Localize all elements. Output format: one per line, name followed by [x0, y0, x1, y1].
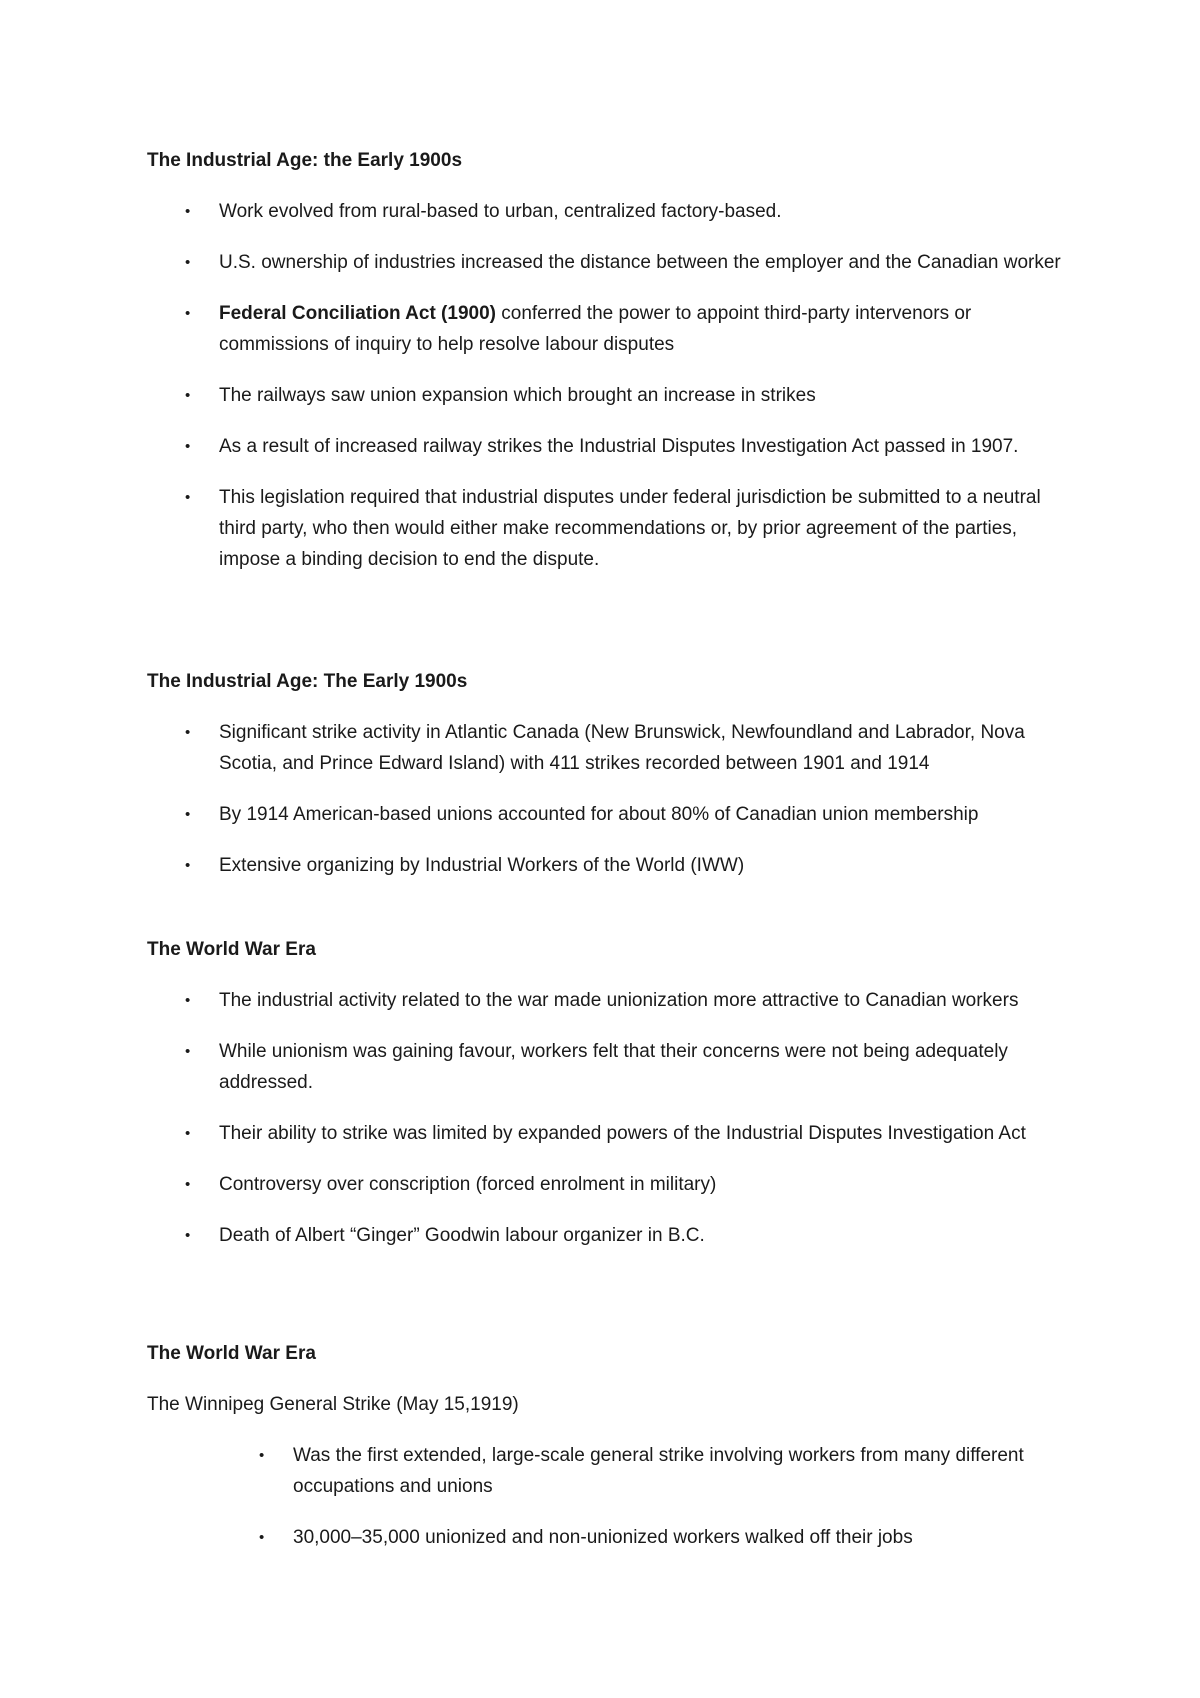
act-name-bold: Federal Conciliation Act (1900) [219, 303, 496, 324]
section-heading: The Industrial Age: The Early 1900s [147, 671, 468, 692]
list-item [147, 1522, 1077, 1553]
list-item-text: Work evolved from rural-based to urban, centralized factory-based. [219, 201, 782, 222]
list-item-text: Significant strike activity in Atlantic Canada (New Brunswick, Newfoundland and Labrador, Nova Scotia, and Prince Edward Island) with 411 strikes recorded between 1901 and 1914 [219, 722, 1025, 774]
list-item [147, 985, 1077, 1016]
bullet-icon: • [185, 806, 191, 823]
bullet-icon: • [185, 1043, 191, 1060]
bullet-list [147, 1440, 1077, 1553]
bullet-icon: • [185, 489, 191, 506]
list-item [147, 1220, 1077, 1251]
bullet-list [147, 196, 1077, 575]
bullet-icon: • [185, 857, 191, 874]
list-item-text: While unionism was gaining favour, workers felt that their concerns were not being adequately addressed. [219, 1041, 1008, 1093]
list-item-text: U.S. ownership of industries increased the distance between the employer and the Canadian worker [219, 252, 1061, 273]
list-item-text: Was the first extended, large-scale general strike involving workers from many different occupations and unions [293, 1445, 1024, 1497]
list-item-text: Extensive organizing by Industrial Workers of the World (IWW) [219, 855, 745, 876]
bullet-icon: • [185, 387, 191, 404]
list-item [147, 380, 1077, 411]
list-item-text: Controversy over conscription (forced enrolment in military) [219, 1174, 717, 1195]
bullet-icon: • [185, 1176, 191, 1193]
list-item [147, 431, 1077, 462]
bullet-icon: • [185, 203, 191, 220]
list-item [147, 298, 1077, 360]
list-item-text: As a result of increased railway strikes the Industrial Disputes Investigation Act passed in 1907. [219, 436, 1019, 457]
list-item [147, 482, 1077, 575]
list-item [147, 1169, 1077, 1200]
list-item [147, 196, 1077, 227]
bullet-icon: • [259, 1529, 265, 1546]
list-item [147, 1036, 1077, 1098]
list-item-text: By 1914 American-based unions accounted for about 80% of Canadian union membership [219, 804, 979, 825]
bullet-icon: • [185, 724, 191, 741]
list-item [147, 799, 1077, 830]
list-item-text: The industrial activity related to the war made unionization more attractive to Canadian workers [219, 990, 1019, 1011]
bullet-icon: • [185, 254, 191, 271]
section-industrial-age-2 [147, 666, 1077, 901]
list-item [147, 1440, 1077, 1502]
list-item-text: conferred the power to appoint third-party intervenors or commissions of inquiry to help resolve labour disputes [219, 303, 972, 355]
bullet-icon: • [185, 438, 191, 455]
section-subheading: The Winnipeg General Strike (May 15,1919) [147, 1394, 519, 1415]
section-heading: The Industrial Age: the Early 1900s [147, 150, 463, 171]
list-item-text: Their ability to strike was limited by expanded powers of the Industrial Disputes Investigation Act [219, 1123, 1026, 1144]
list-item [147, 717, 1077, 779]
section-world-war-2 [147, 1338, 1077, 1573]
list-item [147, 1118, 1077, 1149]
section-world-war-1 [147, 934, 1077, 1271]
bullet-icon: • [185, 992, 191, 1009]
bullet-icon: • [259, 1447, 265, 1464]
section-heading: The World War Era [147, 939, 316, 960]
bullet-icon: • [185, 1227, 191, 1244]
bullet-list [147, 985, 1077, 1251]
list-item-text: This legislation required that industrial disputes under federal jurisdiction be submitted to a neutral third party, who then would either make recommendations or, by prior agreement of the parties, impose a binding decision to end the dispute. [219, 487, 1041, 570]
list-item-text: The railways saw union expansion which brought an increase in strikes [219, 385, 816, 406]
bullet-list [147, 717, 1077, 881]
list-item [147, 247, 1077, 278]
section-heading: The World War Era [147, 1343, 316, 1364]
list-item-text: Death of Albert “Ginger” Goodwin labour organizer in B.C. [219, 1225, 705, 1246]
list-item-text: 30,000–35,000 unionized and non-unionized workers walked off their jobs [293, 1527, 913, 1548]
section-industrial-age-1 [147, 145, 1077, 595]
bullet-icon: • [185, 1125, 191, 1142]
bullet-icon: • [185, 305, 191, 322]
list-item [147, 850, 1077, 881]
